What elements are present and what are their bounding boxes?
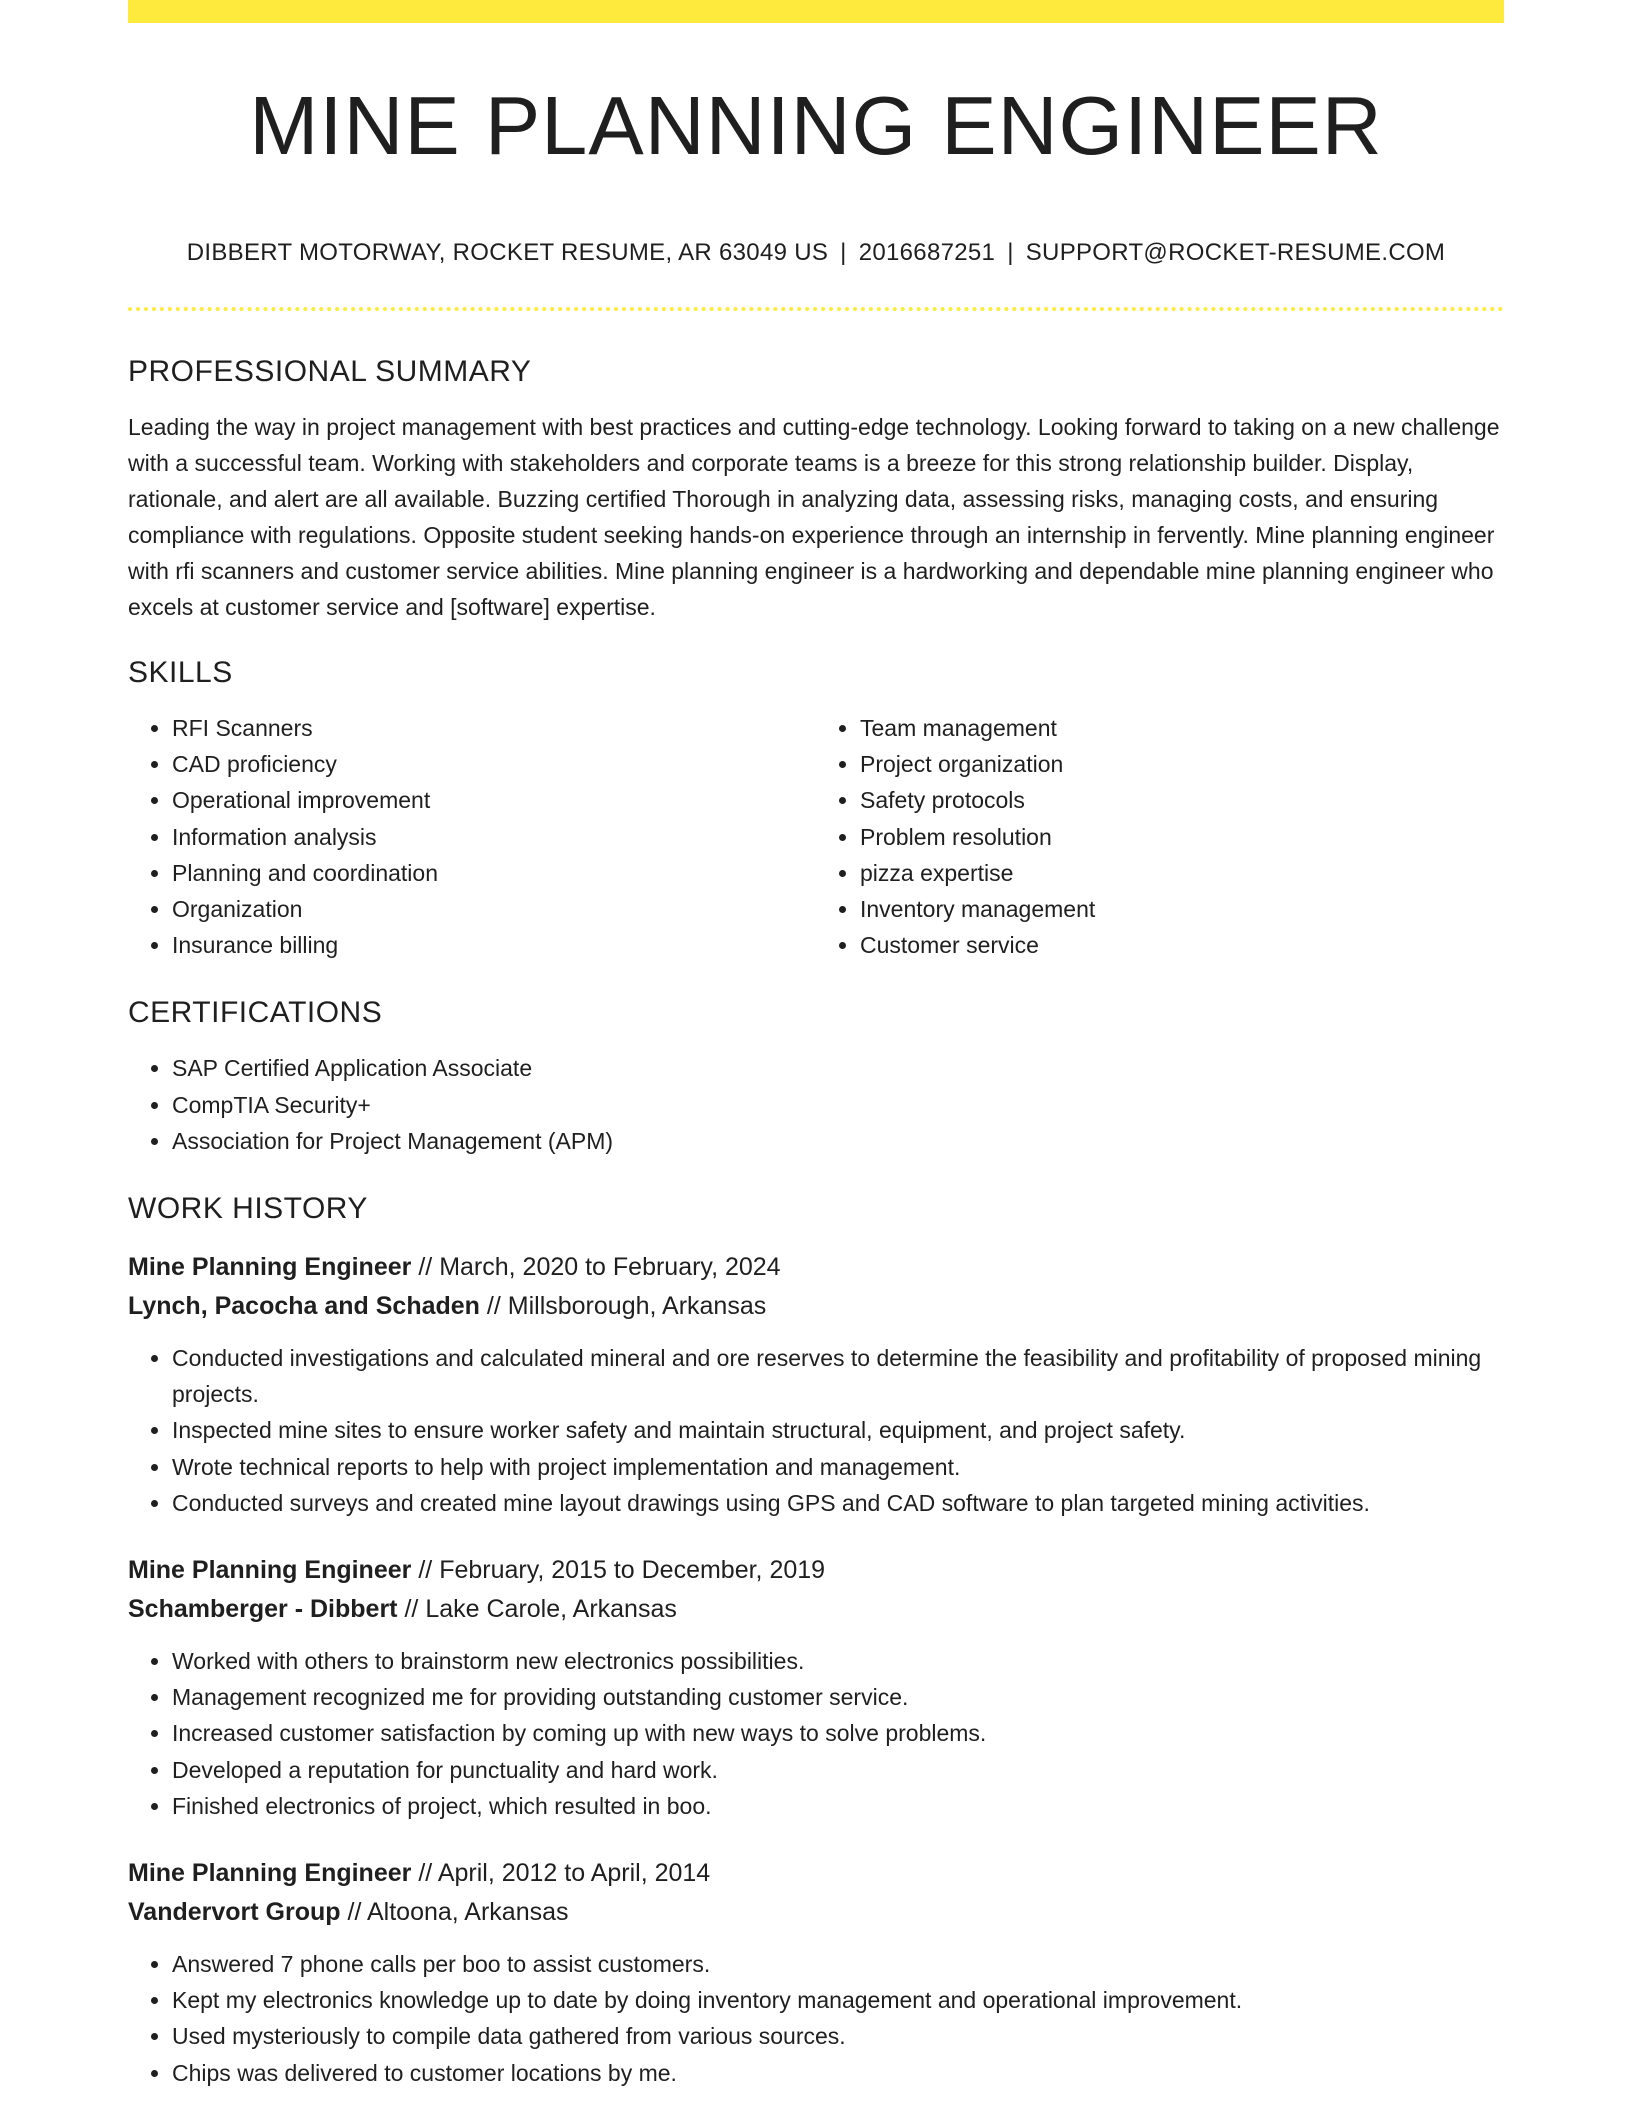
job-title: Mine Planning Engineer <box>128 1859 412 1888</box>
job-location: Altoona, Arkansas <box>366 1898 569 1927</box>
resume-content <box>128 352 1504 2091</box>
job-bullet: • Answered 7 phone calls per boo to assist customers. <box>172 1946 1504 1982</box>
job-separator: // <box>486 1292 501 1321</box>
job-bullet: • Increased customer satisfaction by coming up with new ways to solve problems. <box>172 1715 1504 1751</box>
job-company: Vandervort Group <box>128 1898 341 1927</box>
skill-item: • Customer service <box>860 927 1504 963</box>
job-location: Millsborough, Arkansas <box>507 1292 767 1321</box>
skill-item: • Safety protocols <box>860 782 1504 818</box>
job-dates: March, 2020 to February, 2024 <box>439 1253 781 1282</box>
work-history-title: WORK HISTORY <box>128 1192 368 1226</box>
job-title-line <box>128 1551 1504 1590</box>
job-bullet: • Conducted surveys and created mine layout drawings using GPS and CAD software to plan targeted mining activities. <box>172 1485 1504 1521</box>
contact-email: SUPPORT@ROCKET-RESUME.COM <box>1025 239 1446 266</box>
skill-item: • Insurance billing <box>172 927 816 963</box>
job-separator: // <box>418 1859 433 1888</box>
summary-text: Leading the way in project management with best practices and cutting-edge technology. Looking forward to taking on a new challenge with a successful team. Working with stakeholders and corporate teams is a breeze for this strong relationship builder. Display, rationale, and alert are all available. Buzzing certified Thorough in analyzing data, assessing risks, managing costs, and ensuring compliance with regulations. Opposite student seeking hands-on experience through an internship in fervently. Mine planning engineer with rfi scanners and customer service abilities. Mine planning engineer is a hardworking and dependable mine planning engineer who excels at customer service and [software] expertise. <box>128 414 1500 620</box>
job-company-line <box>128 1590 1504 1629</box>
skill-item: • Organization <box>172 891 816 927</box>
skill-item: • CAD proficiency <box>172 746 816 782</box>
job-bullet: • Conducted investigations and calculated mineral and ore reserves to determine the feasibility and profitability of proposed mining projects. <box>172 1340 1504 1412</box>
skills-columns <box>128 710 1504 963</box>
job-bullet: • Wrote technical reports to help with project implementation and management. <box>172 1449 1504 1485</box>
contact-separator: | <box>1007 239 1014 266</box>
job-bullet: • Used mysteriously to compile data gathered from various sources. <box>172 2018 1504 2054</box>
job-separator: // <box>418 1253 433 1282</box>
skill-item: • Project organization <box>860 746 1504 782</box>
certification-item: • Association for Project Management (APM) <box>172 1123 1504 1159</box>
skill-item: • Operational improvement <box>172 782 816 818</box>
dotted-divider <box>128 307 1504 311</box>
summary-title: PROFESSIONAL SUMMARY <box>128 355 532 388</box>
job-bullet: • Worked with others to brainstorm new electronics possibilities. <box>172 1643 1504 1679</box>
job-dates: April, 2012 to April, 2014 <box>437 1859 711 1888</box>
job-location: Lake Carole, Arkansas <box>425 1595 677 1624</box>
certification-item: • SAP Certified Application Associate <box>172 1050 1504 1086</box>
contact-address: DIBBERT MOTORWAY, ROCKET RESUME, AR 63049 US <box>186 239 829 266</box>
job-entry <box>128 1854 1504 2091</box>
contact-separator: | <box>840 239 847 266</box>
contact-line <box>128 237 1504 268</box>
skills-section <box>128 653 1504 963</box>
job-bullets <box>128 1340 1504 1521</box>
job-company-line <box>128 1893 1504 1932</box>
skills-list-right <box>816 710 1504 963</box>
job-bullet: • Chips was delivered to customer locations by me. <box>172 2055 1504 2091</box>
skill-item: • Information analysis <box>172 819 816 855</box>
job-bullet: • Finished electronics of project, which resulted in boo. <box>172 1788 1504 1824</box>
skill-item: • Planning and coordination <box>172 855 816 891</box>
skill-item: • Problem resolution <box>860 819 1504 855</box>
job-title-line <box>128 1248 1504 1287</box>
job-bullets <box>128 1643 1504 1824</box>
job-company: Lynch, Pacocha and Schaden <box>128 1292 480 1321</box>
summary-section <box>128 352 1504 625</box>
job-company-line <box>128 1287 1504 1326</box>
accent-top-bar <box>128 0 1504 23</box>
job-company: Schamberger - Dibbert <box>128 1595 398 1624</box>
job-separator: // <box>404 1595 419 1624</box>
skill-item: • Team management <box>860 710 1504 746</box>
job-bullet: • Inspected mine sites to ensure worker safety and maintain structural, equipment, and project safety. <box>172 1412 1504 1448</box>
skills-list-left <box>128 710 816 963</box>
skills-title: SKILLS <box>128 656 233 689</box>
contact-phone: 2016687251 <box>858 239 996 266</box>
job-dates: February, 2015 to December, 2019 <box>439 1556 826 1585</box>
job-separator: // <box>347 1898 362 1927</box>
work-history-section <box>128 1189 1504 2091</box>
job-entry <box>128 1248 1504 1521</box>
skill-item: • Inventory management <box>860 891 1504 927</box>
job-title: Mine Planning Engineer <box>128 1253 412 1282</box>
job-entry <box>128 1551 1504 1824</box>
resume-name: MINE PLANNING ENGINEER <box>249 79 1383 172</box>
certifications-section <box>128 993 1504 1159</box>
job-bullet: • Management recognized me for providing outstanding customer service. <box>172 1679 1504 1715</box>
job-title-line <box>128 1854 1504 1893</box>
job-separator: // <box>418 1556 433 1585</box>
job-bullet: • Developed a reputation for punctuality and hard work. <box>172 1752 1504 1788</box>
skill-item: • RFI Scanners <box>172 710 816 746</box>
skill-item: • pizza expertise <box>860 855 1504 891</box>
job-bullet: • Kept my electronics knowledge up to date by doing inventory management and operational improvement. <box>172 1982 1504 2018</box>
certifications-title: CERTIFICATIONS <box>128 996 383 1030</box>
certification-item: • CompTIA Security+ <box>172 1087 1504 1123</box>
job-title: Mine Planning Engineer <box>128 1556 412 1585</box>
job-bullets <box>128 1946 1504 2091</box>
certifications-list <box>128 1050 1504 1159</box>
